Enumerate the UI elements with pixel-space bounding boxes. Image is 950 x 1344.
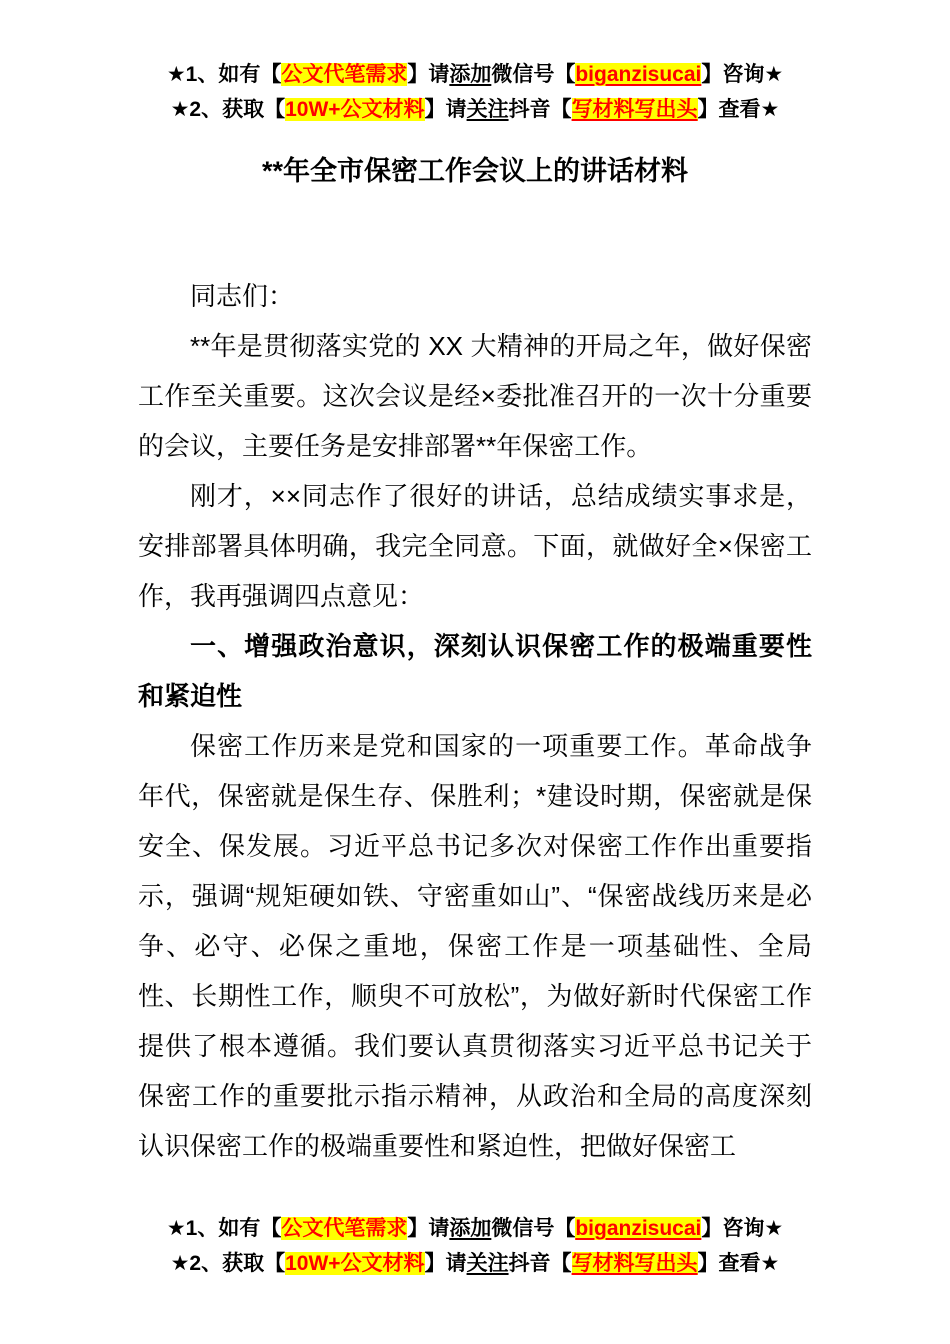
promo-wechat-id: biganzisucai	[575, 1217, 702, 1240]
promo-footer-line-2	[0, 1246, 950, 1281]
promo-banner-header	[0, 0, 950, 127]
promo-highlight-daibi: 公文代笔需求	[281, 63, 408, 86]
promo-text: 】咨询★	[701, 1217, 784, 1240]
promo-text: 抖音【	[508, 98, 572, 121]
paragraph-opening: **年是贯彻落实党的 XX 大精神的开局之年，做好保密工作至关重要。这次会议是经×委批准召开的一次十分重要的会议，主要任务是安排部署**年保密工作。	[138, 331, 812, 461]
promo-text: 抖音【	[508, 1252, 572, 1275]
promo-highlight-cailiao: 10W+公文材料	[285, 1252, 425, 1275]
document-title: **年全市保密工作会议上的讲话材料	[261, 156, 688, 186]
section-heading-1: 一、增强政治意识，深刻认识保密工作的极端重要性和紧迫性	[138, 631, 812, 711]
promo-highlight-daibi: 公文代笔需求	[281, 1217, 408, 1240]
promo-text: 】咨询★	[701, 63, 784, 86]
promo-underline-tianjia: 添加	[449, 63, 492, 86]
promo-text: 】查看★	[697, 1252, 780, 1275]
promo-text: 】请	[424, 98, 467, 121]
promo-underline-guanzhu: 关注	[466, 1252, 509, 1275]
promo-text: 微信号【	[491, 1217, 576, 1240]
promo-highlight-cailiao: 10W+公文材料	[285, 98, 425, 121]
paragraph-body: 保密工作历来是党和国家的一项重要工作。革命战争年代，保密就是保生存、保胜利；*建设时期，保密就是保安全、保发展。习近平总书记多次对保密工作作出重要指示，强调“规矩硬如铁、守密重如山”、“保密战线历来是必争、必守、必保之重地，保密工作是一项基础性、全局性、长期性工作，顺臾不可放松”，为做好新时代保密工作提供了根本遵循。我们要认真贯彻落实习近平总书记关于保密工作的重要批示指示精神，从政治和全局的高度深刻认识保密工作的极端重要性和紧迫性，把做好保密工	[138, 731, 812, 1161]
promo-text: ★2、获取【	[170, 98, 286, 121]
promo-text: ★1、如有【	[166, 1217, 282, 1240]
paragraph-praise: 刚才，××同志作了很好的讲话，总结成绩实事求是，安排部署具体明确，我完全同意。下面，就做好全×保密工作，我再强调四点意见：	[138, 481, 812, 611]
promo-douyin-id: 写材料写出头	[571, 98, 698, 121]
promo-text: 】请	[424, 1252, 467, 1275]
promo-header-line-2	[0, 92, 950, 127]
promo-text: 】请	[407, 63, 450, 86]
promo-text: 】请	[407, 1217, 450, 1240]
promo-wechat-id: biganzisucai	[575, 63, 702, 86]
promo-underline-guanzhu: 关注	[466, 98, 509, 121]
promo-footer-line-1	[0, 1211, 950, 1246]
promo-banner-footer	[0, 1211, 950, 1281]
promo-text: ★2、获取【	[170, 1252, 286, 1275]
document-body	[138, 271, 812, 1171]
promo-header-line-1	[0, 57, 950, 92]
promo-text: 】查看★	[697, 98, 780, 121]
promo-text: ★1、如有【	[166, 63, 282, 86]
salutation: 同志们：	[190, 281, 295, 311]
promo-underline-tianjia: 添加	[449, 1217, 492, 1240]
promo-text: 微信号【	[491, 63, 576, 86]
promo-douyin-id: 写材料写出头	[571, 1252, 698, 1275]
